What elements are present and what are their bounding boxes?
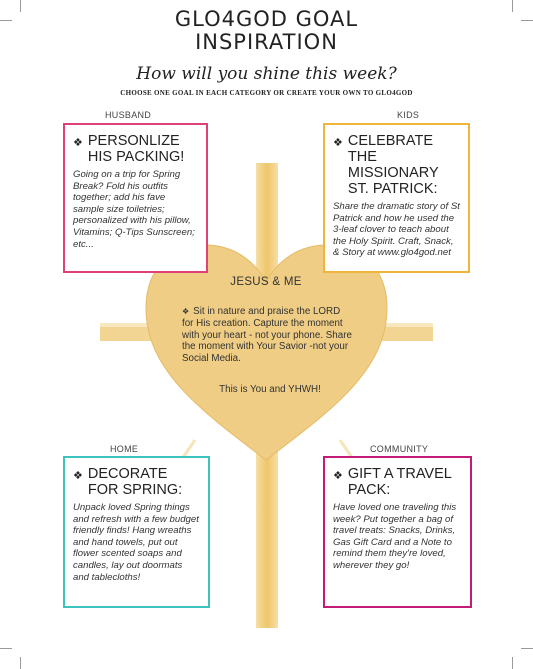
diamond-bullet-icon: ❖	[333, 137, 343, 149]
page-subtitle: How will you shine this week?	[136, 64, 397, 84]
card-body: Going on a trip for Spring Break? Fold his outfits together; add his fave sample size toiletries; personalized with his pillow, Vitamins; Q-Tips Sunscreen; etc...	[73, 169, 195, 250]
diamond-bullet-icon: ❖	[333, 470, 343, 482]
category-label-home: HOME	[110, 444, 139, 454]
goal-card-husband	[63, 123, 208, 273]
goal-card-community	[323, 456, 472, 608]
heart-title: JESUS & ME	[230, 276, 302, 288]
diamond-bullet-icon: ❖	[73, 137, 83, 149]
card-heading: GIFT A TRAVEL PACK:	[347, 466, 452, 498]
category-label-community: COMMUNITY	[370, 444, 429, 454]
card-heading: DECORATE FOR SPRING:	[87, 466, 183, 498]
diamond-bullet-icon: ❖	[182, 307, 190, 316]
page-title-line2: INSPIRATION	[195, 30, 338, 54]
card-body: Have loved one traveling this week? Put together a bag of travel treats: Snacks, Drinks, Gas Gift Card and a Note to remind them they're loved, wherever they go!	[333, 502, 457, 571]
diamond-bullet-icon: ❖	[73, 470, 83, 482]
instructions-text: CHOOSE ONE GOAL IN EACH CATEGORY OR CREATE YOUR OWN TO GLO4GOD	[120, 89, 413, 97]
card-heading: PERSONLIZE HIS PACKING!	[87, 133, 185, 165]
goal-card-kids	[323, 123, 470, 273]
page-title-line1: GLO4GOD GOAL	[174, 7, 359, 31]
card-body: Share the dramatic story of St Patrick and how he used the 3-leaf clover to teach about the Holy Spirit. Craft, Snack, & Story at www.glo4god.net	[333, 201, 460, 259]
goal-card-home	[63, 456, 210, 608]
card-heading: CELEBRATE THE MISSIONARY ST. PATRICK:	[347, 133, 439, 197]
heart-body-text: Sit in nature and praise the LORD for His creation. Capture the moment with your heart - not your phone. Share the moment with Your Savior -not your Social Media.	[182, 306, 352, 365]
heart-body	[182, 306, 354, 365]
heart-closing: This is You and YHWH!	[219, 384, 321, 395]
category-label-husband: HUSBAND	[105, 110, 152, 120]
card-body: Unpack loved Spring things and refresh with a few budget friendly finds! Hang wreaths and hand towels, put out flower scented soaps and candles, lay out doormats and tablecloths!	[73, 502, 199, 583]
category-label-kids: KIDS	[397, 110, 420, 120]
